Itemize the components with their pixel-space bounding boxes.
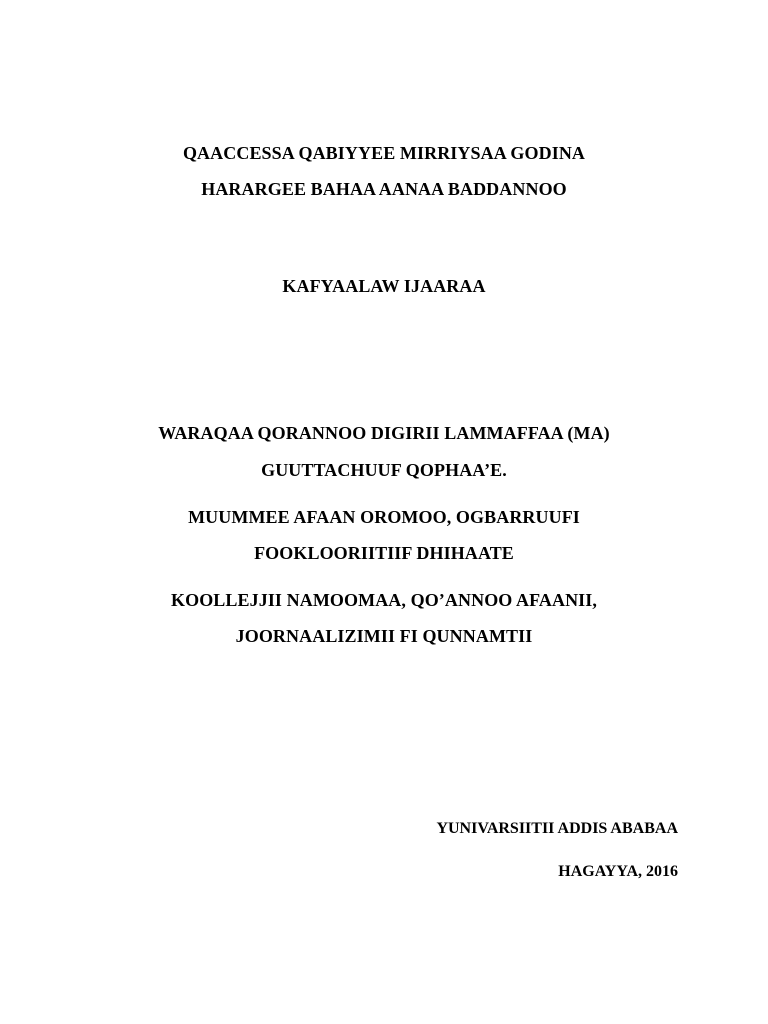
thesis-title-line-1: QAACCESSA QABIYYEE MIRRIYSAA GODINA [182, 143, 586, 163]
thesis-title-line-2: HARARGEE BAHAA AANAA BADDANNOO [201, 179, 567, 199]
author-name: KAFYAALAW IJAARAA [282, 276, 486, 296]
university-name: YUNIVARSIITII ADDIS ABABAA [436, 820, 678, 837]
submission-statement-line-2: GUUTTACHUUF QOPHAA’E. [261, 460, 507, 480]
department-line-1: MUUMMEE AFAAN OROMOO, OGBARRUUFI [188, 507, 580, 527]
college-line-2: JOORNAALIZIMII FI QUNNAMTII [235, 626, 533, 646]
college-line-1: KOOLLEJJII NAMOOMAA, QO’ANNOO AFAANII, [171, 590, 597, 610]
submission-date: HAGAYYA, 2016 [558, 863, 678, 880]
department-line-2: FOOKLOORIITIIF DHIHAATE [254, 543, 514, 563]
submission-statement-line-1: WARAQAA QORANNOO DIGIRII LAMMAFFAA (MA) [158, 423, 610, 443]
